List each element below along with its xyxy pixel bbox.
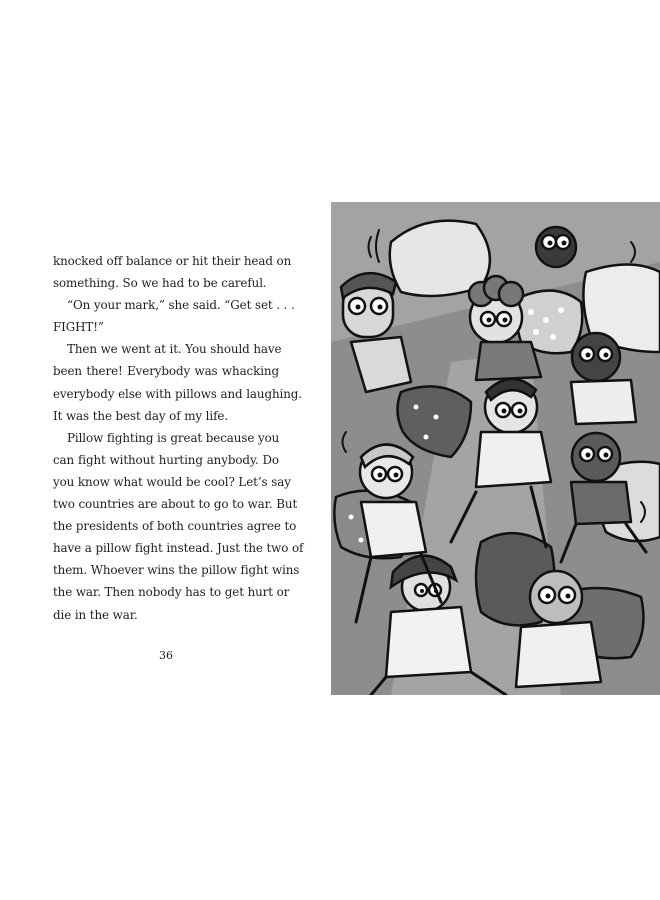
text-line: knocked off balance or hit their head on: [53, 254, 292, 268]
text-line: you know what would be cool? Let’s say: [53, 474, 291, 489]
text-line: die in the war.: [53, 607, 138, 622]
text-line: something. So we had to be careful.: [53, 276, 267, 291]
text-line: two countries are about to go to war. But: [53, 497, 298, 512]
text-line: “On your mark,” she said. “Get set . . .: [67, 298, 295, 313]
text-line: can fight without hurting anybody. Do: [53, 452, 279, 467]
text-line: It was the best day of my life.: [53, 408, 228, 423]
body-text: [53, 250, 304, 626]
text-line: have a pillow fight instead. Just the two of: [53, 541, 304, 556]
text-line: the war. Then nobody has to get hurt or: [53, 585, 290, 600]
text-line: the presidents of both countries agree to: [53, 519, 297, 534]
text-line: been there! Everybody was whacking: [53, 364, 279, 379]
page-number: 36: [159, 649, 173, 662]
text-line: Pillow fighting is great because you: [67, 430, 280, 445]
text-line: them. Whoever wins the pillow fight wins: [53, 563, 300, 578]
text-line: Then we went at it. You should have: [67, 342, 282, 357]
pillow-fight-illustration: [331, 202, 660, 695]
text-line: everybody else with pillows and laughing.: [53, 386, 302, 401]
text-line: FIGHT!”: [53, 320, 104, 335]
